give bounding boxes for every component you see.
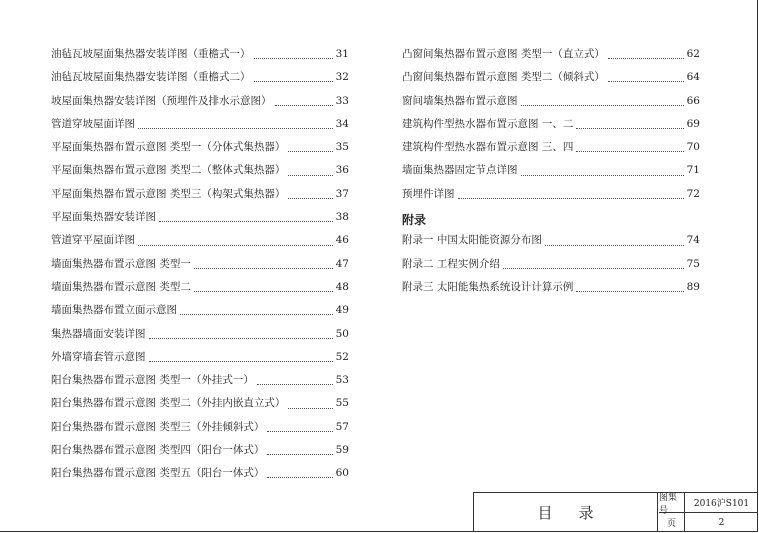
- title-block: [473, 492, 758, 532]
- toc-entry-title: 阳台集热器布置示意图 类型三（外挂倾斜式）: [51, 420, 265, 433]
- dot-leader: [267, 431, 332, 432]
- toc-entry[interactable]: [51, 93, 349, 116]
- toc-entry-title: 窗间墙集热器布置示意图: [402, 94, 518, 107]
- dot-leader: [159, 221, 333, 222]
- toc-entry-title: 建筑构件型热水器布置示意图 一、二: [402, 117, 574, 130]
- toc-entry-page: 70: [686, 141, 700, 154]
- toc-entry[interactable]: [402, 93, 700, 116]
- toc-entry-title: 墙面集热器布置示意图 类型一: [51, 257, 191, 270]
- dot-leader: [180, 314, 333, 315]
- toc-entry[interactable]: [51, 442, 349, 465]
- toc-entry[interactable]: [51, 69, 349, 92]
- toc-entry-title: 坡屋面集热器安装详图（预埋件及排水示意图）: [51, 94, 272, 107]
- toc-entry-page: 34: [335, 117, 349, 130]
- dot-leader: [576, 151, 683, 152]
- toc-entry-title: 墙面集热器布置示意图 类型二: [51, 280, 191, 293]
- toc-entry-title: 平屋面集热器布置示意图 类型二（整体式集热器）: [51, 164, 286, 177]
- toc-entry-title: 预埋件详图: [402, 187, 455, 200]
- toc-entry-page: 35: [335, 141, 349, 154]
- toc-entry[interactable]: [51, 256, 349, 279]
- toc-entry-page: 69: [686, 117, 700, 130]
- dot-leader: [254, 81, 333, 82]
- toc-entry-page: 74: [686, 234, 700, 247]
- toc-entry[interactable]: [51, 279, 349, 302]
- toc-entry-title: 集热器墙面安装详图: [51, 327, 146, 340]
- toc-entry-title: 外墙穿墙套管示意图: [51, 350, 146, 363]
- dot-leader: [608, 58, 684, 59]
- toc-entry[interactable]: [51, 162, 349, 185]
- dot-leader: [608, 81, 684, 82]
- toc-entry-page: 48: [335, 280, 349, 293]
- toc-entry[interactable]: [51, 395, 349, 418]
- toc-entry[interactable]: [51, 139, 349, 162]
- dot-leader: [257, 384, 333, 385]
- toc-entry[interactable]: [51, 419, 349, 442]
- toc-entry-title: 阳台集热器布置示意图 类型二（外挂内嵌直立式）: [51, 397, 286, 410]
- toc-entry[interactable]: [402, 279, 700, 302]
- toc-entry-page: 55: [335, 397, 349, 410]
- dot-leader: [267, 454, 332, 455]
- toc-entry-page: 46: [335, 234, 349, 247]
- toc-entry-page: 33: [335, 94, 349, 107]
- toc-entry-title: 阳台集热器布置示意图 类型四（阳台一体式）: [51, 444, 265, 457]
- dot-leader: [521, 175, 684, 176]
- toc-entry-page: 57: [335, 420, 349, 433]
- toc-entry-title: 油毡瓦坡屋面集热器安装详图（重檐式二）: [51, 71, 251, 84]
- toc-entry-title: 阳台集热器布置示意图 类型五（阳台一体式）: [51, 467, 265, 480]
- toc-entry[interactable]: [402, 186, 700, 209]
- toc-entry[interactable]: [51, 302, 349, 325]
- toc-entry-title: 平屋面集热器布置示意图 类型三（构架式集热器）: [51, 187, 286, 200]
- toc-entry[interactable]: [51, 209, 349, 232]
- toc-entry-page: 72: [686, 187, 700, 200]
- toc-entry-page: 50: [335, 327, 349, 340]
- dot-leader: [138, 245, 333, 246]
- toc-entry-page: 38: [335, 211, 349, 224]
- toc-entry-page: 37: [335, 187, 349, 200]
- toc-entry-page: 52: [335, 350, 349, 363]
- toc-entry[interactable]: [402, 46, 700, 69]
- page-label: 页: [659, 513, 685, 532]
- dot-leader: [275, 105, 333, 106]
- toc-right-column: [402, 46, 700, 302]
- dot-leader: [194, 291, 333, 292]
- toc-entry-title: 建筑构件型热水器布置示意图 三、四: [402, 141, 574, 154]
- toc-entry-page: 49: [335, 304, 349, 317]
- toc-right-list: [402, 46, 700, 209]
- atlas-number-label: 图集号: [659, 493, 685, 513]
- dot-leader: [576, 291, 683, 292]
- toc-entry-page: 47: [335, 257, 349, 270]
- toc-entry-title: 附录三 太阳能集热系统设计计算示例: [402, 280, 574, 293]
- toc-entry-title: 平屋面集热器布置示意图 类型一（分体式集热器）: [51, 141, 286, 154]
- dot-leader: [138, 128, 333, 129]
- toc-entry-page: 75: [686, 257, 700, 270]
- title-block-title: 目录: [474, 493, 658, 532]
- dot-leader: [149, 338, 333, 339]
- dot-leader: [288, 198, 332, 199]
- appendix-heading: 附录: [402, 213, 427, 228]
- toc-entry[interactable]: [402, 162, 700, 185]
- dot-leader: [288, 408, 332, 409]
- dot-leader: [521, 105, 684, 106]
- dot-leader: [149, 361, 333, 362]
- dot-leader: [288, 175, 332, 176]
- toc-entry-page: 71: [686, 164, 700, 177]
- toc-left-column: [51, 46, 349, 489]
- toc-entry-title: 管道穿坡屋面详图: [51, 117, 135, 130]
- dot-leader: [254, 58, 333, 59]
- toc-entry[interactable]: [51, 46, 349, 69]
- dot-leader: [503, 268, 684, 269]
- toc-entry[interactable]: [51, 372, 349, 395]
- toc-entry-page: 89: [686, 280, 700, 293]
- toc-entry[interactable]: [51, 116, 349, 139]
- toc-entry-page: 32: [335, 71, 349, 84]
- atlas-number-value: 2016沪S101: [685, 493, 758, 513]
- toc-entry[interactable]: [51, 232, 349, 255]
- toc-entry-page: 36: [335, 164, 349, 177]
- dot-leader: [458, 198, 684, 199]
- dot-leader: [576, 128, 683, 129]
- toc-entry-title: 墙面集热器布置立面示意图: [51, 304, 177, 317]
- dot-leader: [194, 268, 333, 269]
- toc-entry[interactable]: [51, 326, 349, 349]
- toc-entry[interactable]: [402, 116, 700, 139]
- toc-entry-page: 53: [335, 374, 349, 387]
- appendix-list: [402, 232, 700, 302]
- toc-entry-title: 油毡瓦坡屋面集热器安装详图（重檐式一）: [51, 48, 251, 60]
- dot-leader: [545, 245, 684, 246]
- toc-entry[interactable]: [402, 232, 700, 255]
- toc-entry-title: 附录二 工程实例介绍: [402, 257, 500, 270]
- toc-entry-title: 平屋面集热器安装详图: [51, 211, 156, 224]
- toc-entry[interactable]: [51, 349, 349, 372]
- toc-entry-title: 管道穿平屋面详图: [51, 234, 135, 247]
- toc-entry-title: 附录一 中国太阳能资源分布图: [402, 234, 542, 247]
- toc-entry[interactable]: [51, 465, 349, 488]
- toc-entry[interactable]: [402, 139, 700, 162]
- toc-entry-page: 64: [686, 71, 700, 84]
- toc-entry[interactable]: [402, 69, 700, 92]
- toc-entry-title: 凸窗间集热器布置示意图 类型一（直立式）: [402, 48, 605, 60]
- toc-entry-page: 62: [686, 48, 700, 60]
- toc-entry-page: 31: [335, 48, 349, 60]
- toc-entry[interactable]: [402, 256, 700, 279]
- toc-entry-page: 60: [335, 467, 349, 480]
- toc-entry-page: 59: [335, 444, 349, 457]
- dot-leader: [288, 151, 332, 152]
- page-number-value: 2: [718, 517, 725, 528]
- dot-leader: [267, 477, 332, 478]
- toc-entry-page: 66: [686, 94, 700, 107]
- toc-entry-title: 墙面集热器固定节点详图: [402, 164, 518, 177]
- toc-entry[interactable]: [51, 186, 349, 209]
- toc-entry-title: 凸窗间集热器布置示意图 类型二（倾斜式）: [402, 71, 605, 84]
- toc-entry-title: 阳台集热器布置示意图 类型一（外挂式一）: [51, 374, 254, 387]
